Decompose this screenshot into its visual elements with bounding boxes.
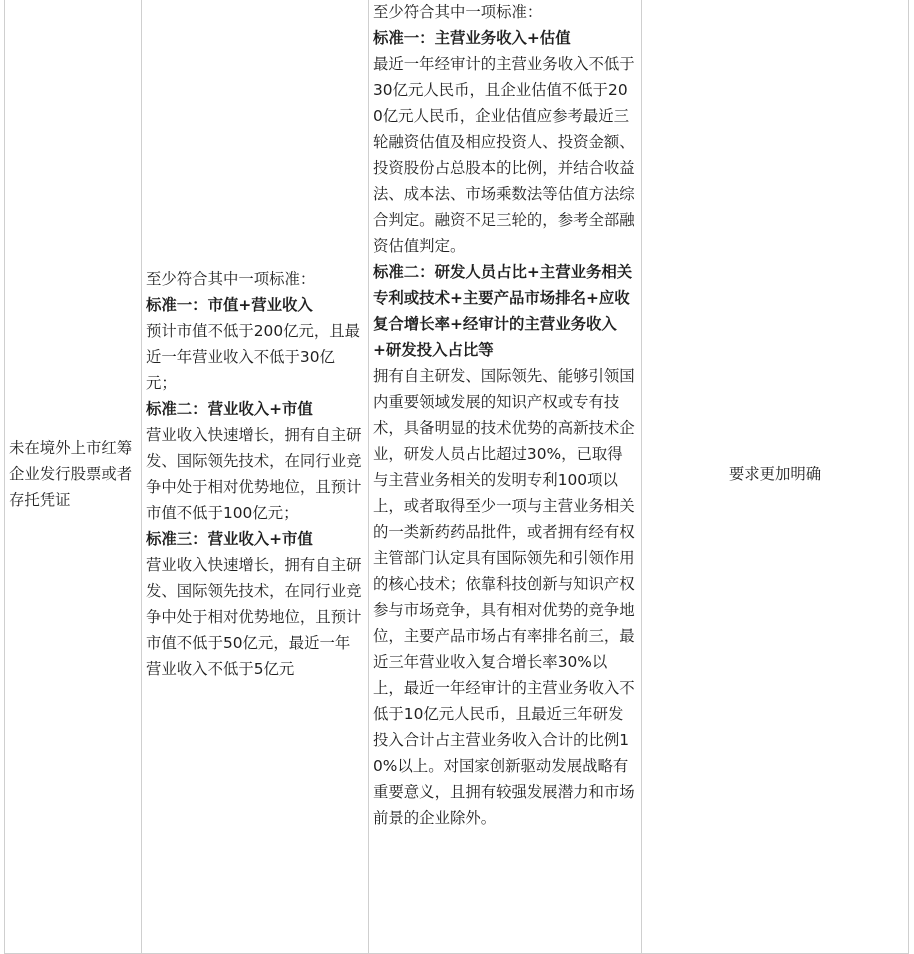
criteria-b-1-body: 最近一年经审计的主营业务收入不低于30亿元人民币，且企业估值不低于200亿元人民币，企业估值应参考最近三轮融资估值及相应投资人、投资金额、投资股份占总股本的比例，并结合收益法、成本法、市场乘数法等估值方法综合判定。融资不足三轮的，参考全部融资估值判定。: [373, 55, 635, 255]
cell-category: [5, 0, 142, 954]
cell-criteria-a: [142, 0, 369, 954]
criteria-a-intro: 至少符合其中一项标准：: [146, 270, 316, 288]
cell-remark: [642, 0, 909, 954]
criteria-a-1-body: 预计市值不低于200亿元，且最近一年营业收入不低于30亿元；: [146, 322, 361, 392]
criteria-b-1-heading: 标准一：主营业务收入+估值: [373, 29, 571, 47]
criteria-b-intro: 至少符合其中一项标准：: [373, 3, 543, 21]
criteria-table: [4, 0, 908, 954]
criteria-a-3-heading: 标准三：营业收入+市值: [146, 530, 313, 548]
criteria-a-2-body: 营业收入快速增长，拥有自主研发、国际领先技术，在同行业竞争中处于相对优势地位，且预计市值不低于100亿元；: [146, 426, 362, 522]
cell-criteria-b: [369, 0, 642, 954]
criteria-b-2-heading: 标准二：研发人员占比+主营业务相关专利或技术+主要产品市场排名+应收复合增长率+经审计的主营业务收入+研发投入占比等: [373, 263, 633, 359]
category-text: 未在境外上市红筹企业发行股票或者存托凭证: [9, 439, 133, 509]
remark-text: 要求更加明确: [728, 465, 822, 483]
table-row: [4, 0, 908, 954]
criteria-a-2-heading: 标准二：营业收入+市值: [146, 400, 313, 418]
criteria-b-2-body: 拥有自主研发、国际领先、能够引领国内重要领域发展的知识产权或专有技术，具备明显的技术优势的高新技术企业，研发人员占比超过30%，已取得与主营业务相关的发明专利100项以上，或者取得至少一项与主营业务相关的一类新药药品批件，或者拥有经有权主管部门认定具有国际领先和引领作用的核心技术；依靠科技创新与知识产权参与市场竞争，具有相对优势的竞争地位，主要产品市场占有率排名前三，最近三年营业收入复合增长率30%以上，最近一年经审计的主营业务收入不低于10亿元人民币，且最近三年研发投入合计占主营业务收入合计的比例10%以上。对国家创新驱动发展战略有重要意义，且拥有较强发展潜力和市场前景的企业除外。: [373, 367, 635, 827]
criteria-a-1-heading: 标准一：市值+营业收入: [146, 296, 313, 314]
criteria-a-3-body: 营业收入快速增长，拥有自主研发、国际领先技术，在同行业竞争中处于相对优势地位，且预计市值不低于50亿元，最近一年营业收入不低于5亿元: [146, 556, 362, 678]
